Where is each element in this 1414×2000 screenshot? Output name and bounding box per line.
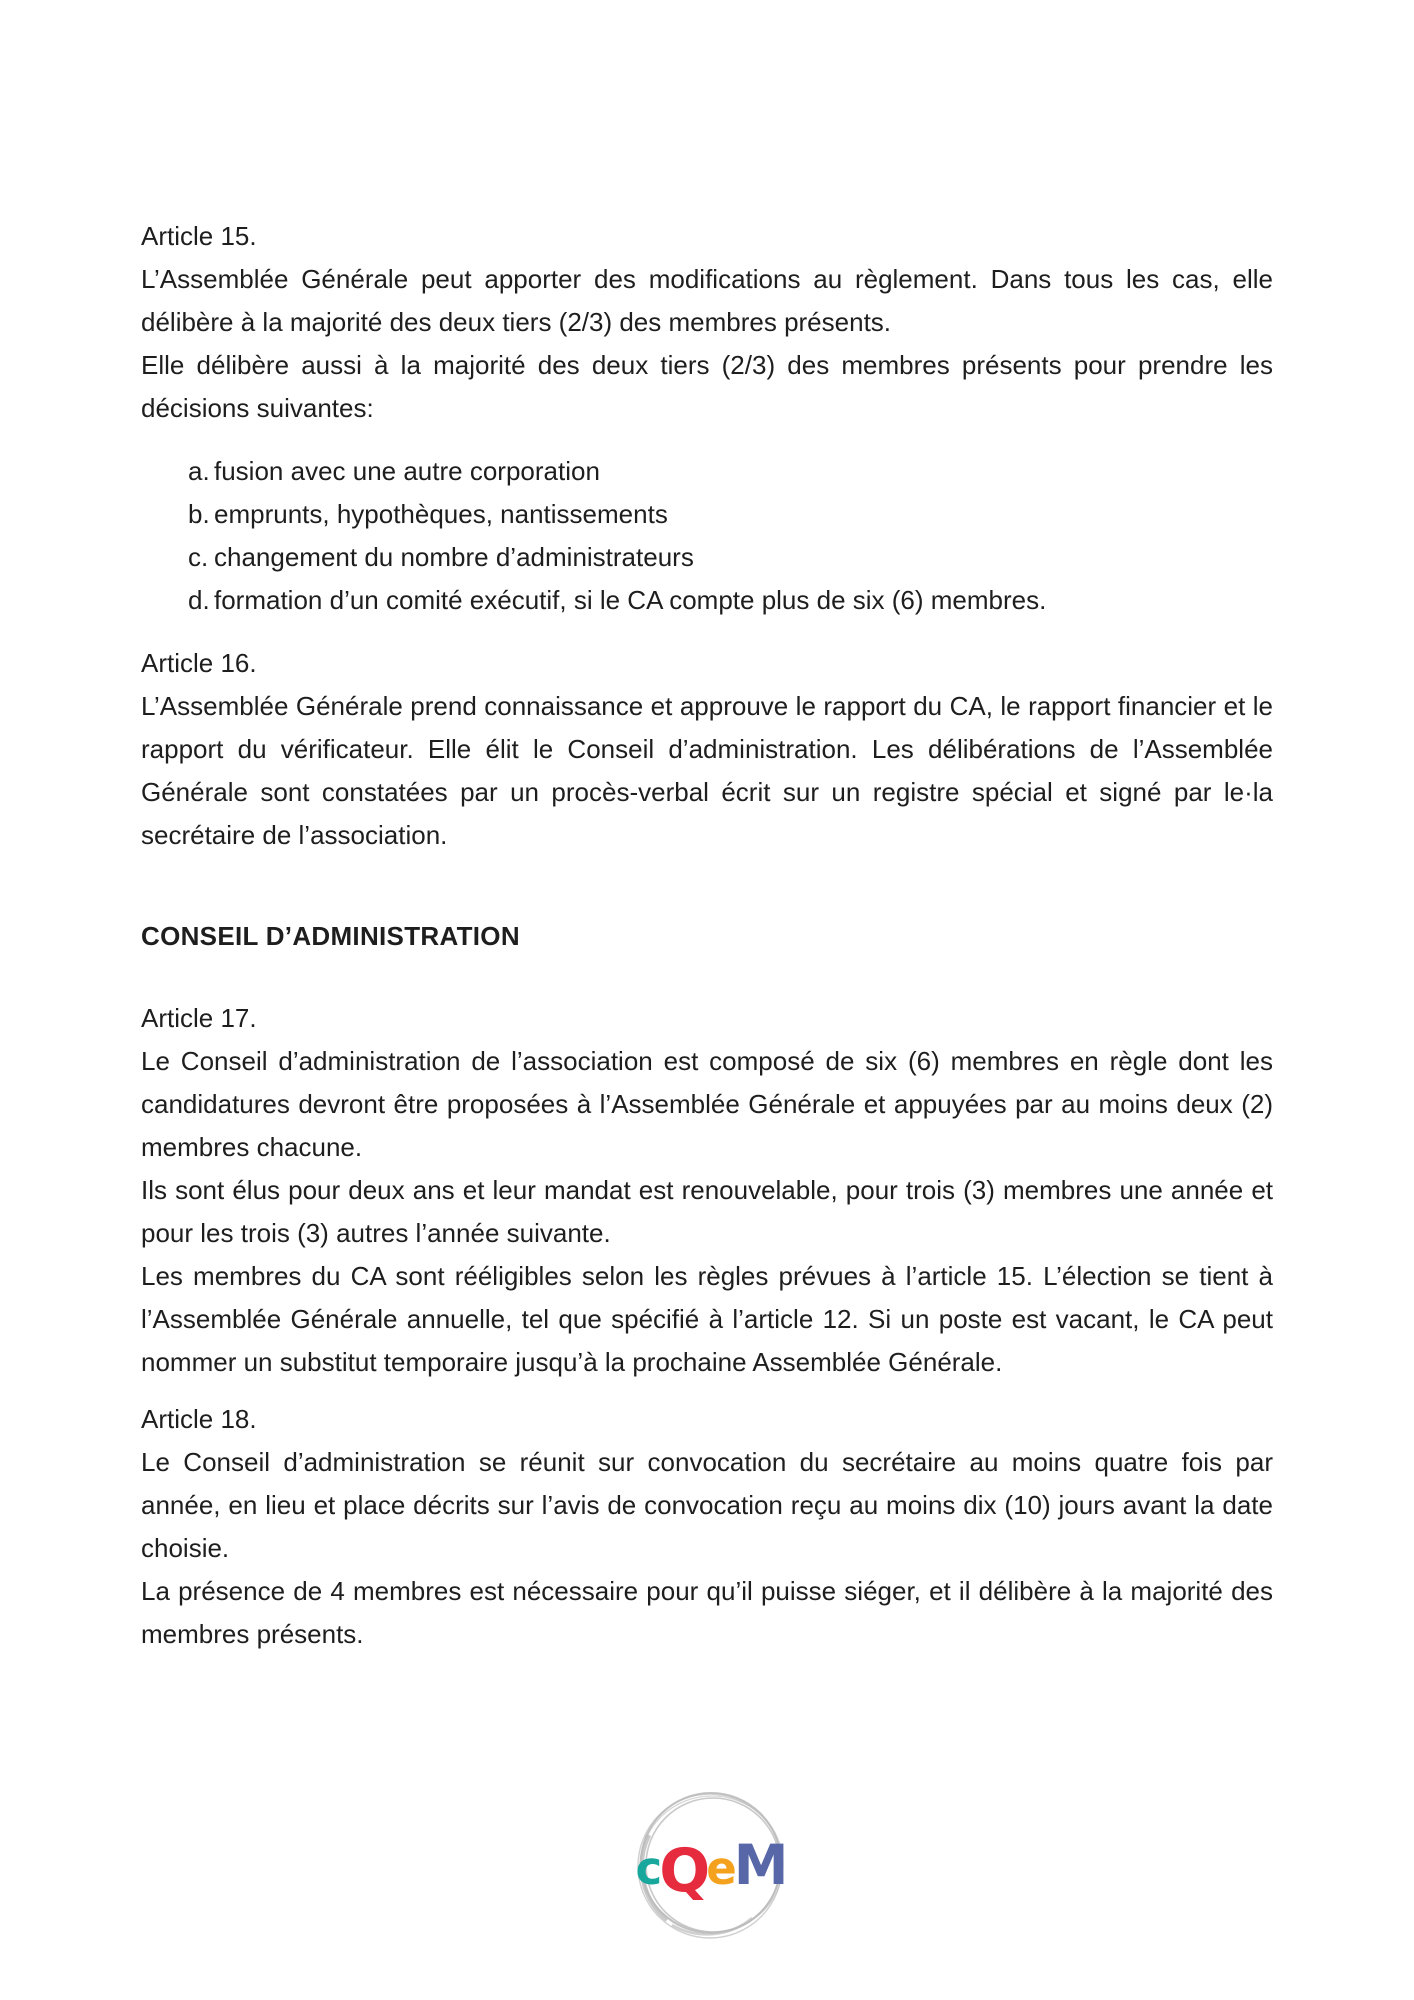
list-item-text: formation d’un comité exécutif, si le CA compte plus de six (6) membres. <box>214 585 1047 615</box>
logo-letter-q: Q <box>659 1836 711 1906</box>
logo-letter-c: c <box>635 1841 663 1895</box>
logo-letter-e: e <box>706 1841 737 1895</box>
list-item <box>188 493 1273 536</box>
list-item-marker: a. <box>188 456 210 486</box>
article-18-title: Article 18. <box>141 1404 257 1434</box>
article-16-title: Article 16. <box>141 648 257 678</box>
article-16 <box>141 642 1273 857</box>
list-item-marker: c. <box>188 542 209 572</box>
article-16-paragraph-1: L’Assemblée Générale prend connaissance et approuve le rapport du CA, le rapport financier et le rapport du vérificateur. Elle élit le Conseil d’administration. Les délibérations de l’Assemblée Générale sont constatées par un procès-verbal écrit sur un registre spécial et signé par le·la secrétaire de l’association. <box>141 691 1273 850</box>
list-item <box>188 536 1273 579</box>
article-18-paragraph-1: Le Conseil d’administration se réunit sur convocation du secrétaire au moins quatre fois par année, en lieu et place décrits sur l’avis de convocation reçu au moins dix (10) jours avant la date choisie. <box>141 1447 1273 1563</box>
article-17-paragraph-2: Ils sont élus pour deux ans et leur mandat est renouvelable, pour trois (3) membres une année et pour les trois (3) autres l’année suivante. <box>141 1175 1273 1248</box>
list-item-text: changement du nombre d’administrateurs <box>214 542 694 572</box>
logo-wordmark <box>635 1828 789 1906</box>
article-15-list <box>141 450 1273 622</box>
list-item-marker: b. <box>188 499 210 529</box>
cqem-logo <box>637 1790 787 1940</box>
article-18 <box>141 1398 1273 1656</box>
document-body <box>141 215 1273 1656</box>
list-item-text: emprunts, hypothèques, nantissements <box>214 499 668 529</box>
list-item <box>188 579 1273 622</box>
article-18-paragraph-2: La présence de 4 membres est nécessaire pour qu’il puisse siéger, et il délibère à la majorité des membres présents. <box>141 1576 1273 1649</box>
article-17-title: Article 17. <box>141 1003 257 1033</box>
article-17-paragraph-1: Le Conseil d’administration de l’association est composé de six (6) membres en règle dont les candidatures devront être proposées à l’Assemblée Générale et appuyées par au moins deux (2) membres chacune. <box>141 1046 1273 1162</box>
list-item-text: fusion avec une autre corporation <box>214 456 600 486</box>
article-15 <box>141 215 1273 622</box>
article-15-title: Article 15. <box>141 221 257 251</box>
section-heading-conseil-administration: CONSEIL D’ADMINISTRATION <box>141 921 520 951</box>
article-15-paragraph-2: Elle délibère aussi à la majorité des deux tiers (2/3) des membres présents pour prendre les décisions suivantes: <box>141 350 1273 423</box>
article-15-paragraph-1: L’Assemblée Générale peut apporter des modifications au règlement. Dans tous les cas, elle délibère à la majorité des deux tiers (2/3) des membres présents. <box>141 264 1273 337</box>
list-item-marker: d. <box>188 585 210 615</box>
article-17-paragraph-3: Les membres du CA sont rééligibles selon les règles prévues à l’article 15. L’élection se tient à l’Assemblée Générale annuelle, tel que spécifié à l’article 12. Si un poste est vacant, le CA peut nommer un substitut temporaire jusqu’à la prochaine Assemblée Générale. <box>141 1261 1273 1377</box>
article-17 <box>141 997 1273 1384</box>
logo-letter-m: M <box>733 1833 789 1897</box>
list-item <box>188 450 1273 493</box>
